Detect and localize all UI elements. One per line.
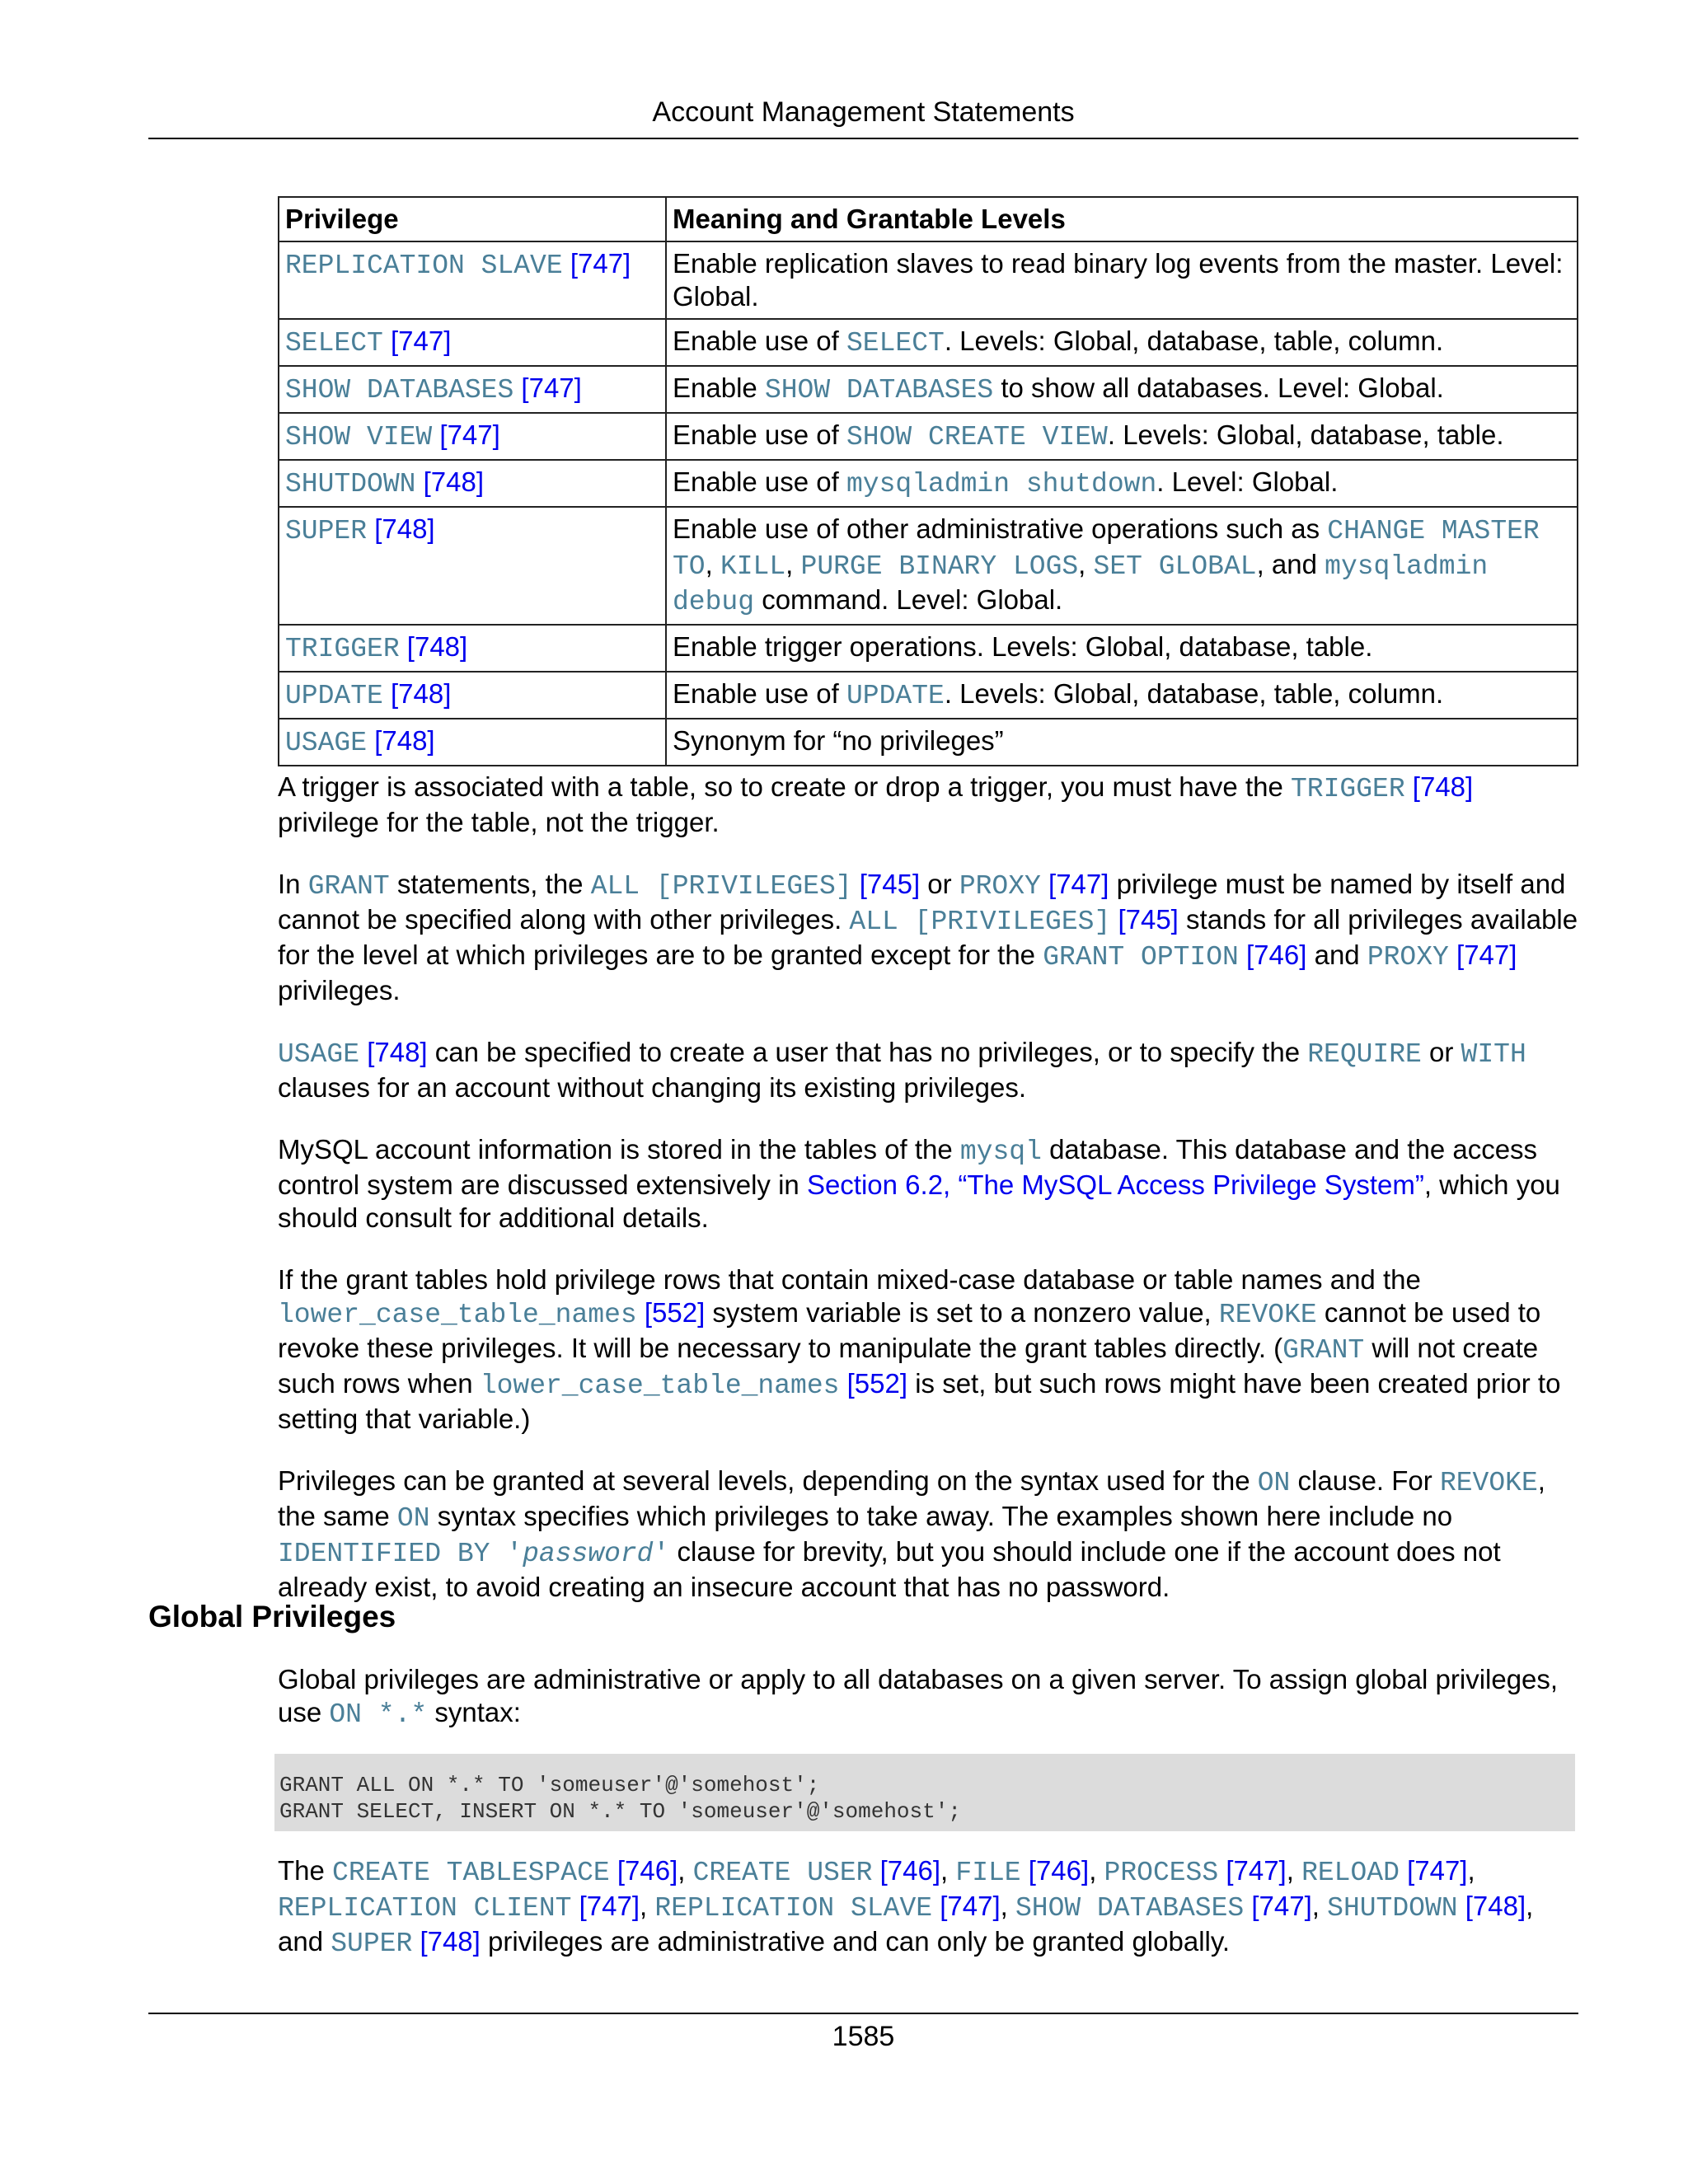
privilege-link[interactable]: TRIGGER [285, 634, 400, 664]
body-content [278, 771, 1580, 1633]
text: or [1421, 1037, 1461, 1067]
page-ref-link[interactable]: [748] [374, 725, 435, 756]
text: , which you should consult for additional details. [278, 1169, 1560, 1233]
header-title: Account Management Statements [652, 96, 1075, 128]
text: or [920, 869, 959, 899]
table-row [279, 625, 1578, 672]
text: , [1089, 1855, 1104, 1886]
meaning-cell [666, 719, 1578, 766]
desc-text: Enable replication slaves to read binary log events from the master. Level: Global. [673, 248, 1564, 312]
table-row [279, 241, 1578, 319]
text: , [1467, 1855, 1475, 1886]
desc-text: . Levels: Global, database, table. [1107, 419, 1504, 450]
page-ref-link[interactable]: [748] [367, 1037, 428, 1067]
meaning-cell [666, 625, 1578, 672]
code-link[interactable]: REVOKE [1439, 1468, 1538, 1498]
code-link[interactable]: SELECT [846, 328, 945, 359]
code-text: IDENTIFIED BY ' [278, 1539, 523, 1569]
desc-text: , [1078, 549, 1094, 579]
text: Privileges can be granted at several levels, depending on the syntax used for the [278, 1465, 1258, 1496]
page-ref-link[interactable]: [748] [1465, 1891, 1526, 1921]
text [359, 1037, 367, 1067]
code-link[interactable]: RELOAD [1301, 1858, 1400, 1888]
page-header [148, 95, 1578, 139]
page-ref-link[interactable]: [748] [374, 513, 435, 544]
text: privileges. [278, 975, 401, 1005]
privilege-table [278, 196, 1578, 766]
privilege-link[interactable]: SHOW VIEW [285, 422, 433, 452]
meaning-cell [666, 413, 1578, 460]
section-link[interactable]: Section 6.2, “The MySQL Access Privilege System” [806, 1169, 1424, 1200]
privilege-link[interactable]: REPLICATION SLAVE [285, 251, 563, 281]
text [839, 1368, 846, 1399]
code-link[interactable]: GRANT [307, 871, 390, 902]
page-ref-link[interactable]: [552] [644, 1297, 706, 1328]
text: , [940, 1855, 956, 1886]
code-line: GRANT ALL ON *.* TO 'someuser'@'somehost'; [279, 1773, 820, 1797]
text: database. This database and the access control system are discussed extensively in [278, 1134, 1538, 1200]
text: privilege must be named by itself and cannot be specified along with other privileges. [278, 869, 1566, 935]
page-ref-link[interactable]: [745] [1118, 904, 1179, 935]
code-link[interactable]: PROXY [959, 871, 1041, 902]
text: can be specified to create a user that has no privileges, or to specify the [427, 1037, 1308, 1067]
text: The [278, 1855, 333, 1886]
table-row [279, 719, 1578, 766]
text: statements, the [389, 869, 591, 899]
code-text: ON *.* [329, 1699, 428, 1730]
text [852, 869, 860, 899]
privilege-cell [279, 319, 666, 366]
code-link[interactable]: GRANT [1282, 1335, 1365, 1366]
desc-text: Enable use of [673, 466, 846, 497]
desc-text: , [705, 549, 720, 579]
text: MySQL account information is stored in the tables of the [278, 1134, 960, 1165]
text: , [1000, 1891, 1015, 1921]
text: , the same [278, 1465, 1545, 1531]
table-row [279, 366, 1578, 413]
desc-text: Enable use of [673, 326, 846, 356]
code-link[interactable]: REQUIRE [1307, 1039, 1422, 1070]
text: clauses for an account without changing its existing privileges. [278, 1072, 1026, 1103]
privilege-link[interactable]: USAGE [285, 728, 368, 758]
column-header: Meaning and Grantable Levels [666, 197, 1578, 241]
table-row [279, 507, 1578, 625]
paragraph-global-intro [278, 1663, 1580, 1732]
text [1458, 1891, 1465, 1921]
paragraph-grant [278, 868, 1580, 1007]
meaning-cell [666, 366, 1578, 413]
code-link[interactable]: ALL [PRIVILEGES] [590, 871, 852, 902]
desc-text: . Levels: Global, database, table, column. [944, 326, 1444, 356]
paragraph-usage [278, 1036, 1580, 1104]
global-intro [278, 1663, 1580, 1732]
desc-text: , and [1256, 549, 1325, 579]
code-link[interactable]: mysqladmin shutdown [846, 469, 1157, 499]
code-link[interactable]: SHUTDOWN [1327, 1893, 1458, 1924]
text: A trigger is associated with a table, so to create or drop a trigger, you must have the [278, 771, 1291, 802]
code-link[interactable]: SHOW CREATE VIEW [846, 422, 1108, 452]
desc-text: Synonym for “no privileges” [673, 725, 1004, 756]
meaning-cell [666, 507, 1578, 625]
code-link[interactable]: WITH [1461, 1039, 1526, 1070]
text: Global privileges are administrative or apply to all databases on a given server. To assign global privileges, use [278, 1664, 1559, 1727]
page-ref-link[interactable]: [748] [391, 678, 452, 709]
desc-text: Enable [673, 373, 765, 403]
code-link[interactable]: SET GLOBAL [1093, 551, 1257, 582]
text [637, 1297, 645, 1328]
column-header: Privilege [279, 197, 666, 241]
text: is set, but such rows might have been created prior to setting that variable.) [278, 1368, 1561, 1434]
desc-text: . Levels: Global, database, table, column. [944, 678, 1444, 709]
text [1449, 940, 1456, 970]
code-link[interactable]: USAGE [278, 1039, 360, 1070]
privilege-cell [279, 460, 666, 507]
code-link[interactable]: TRIGGER [1291, 774, 1405, 804]
text: and [1306, 940, 1367, 970]
text: clause. For [1290, 1465, 1440, 1496]
desc-text: Enable use of [673, 678, 846, 709]
text: If the grant tables hold privilege rows that contain mixed-case database or table names and the [278, 1264, 1421, 1295]
desc-text: , [785, 549, 801, 579]
text [1021, 1855, 1029, 1886]
code-link[interactable]: lower_case_table_names [278, 1300, 637, 1330]
privilege-link[interactable]: SHUTDOWN [285, 469, 416, 499]
code-link[interactable]: lower_case_table_names [480, 1371, 840, 1401]
privilege-link[interactable]: SHOW DATABASES [285, 375, 514, 405]
code-link[interactable]: ON [1257, 1468, 1291, 1498]
code-link[interactable]: UPDATE [846, 681, 945, 711]
paragraph-mysql-db [278, 1133, 1580, 1235]
page-ref-link[interactable]: [747] [439, 419, 500, 450]
page-ref-link[interactable]: [747] [521, 373, 582, 403]
text: , and [278, 1891, 1534, 1957]
code-link[interactable]: mysql [959, 1137, 1042, 1167]
page-ref-link[interactable]: [747] [391, 326, 452, 356]
text [1244, 1891, 1251, 1921]
code-example [274, 1754, 1575, 1831]
code-link[interactable]: FILE [955, 1858, 1021, 1888]
page-ref-link[interactable]: [745] [859, 869, 921, 899]
desc-text: Enable use of [673, 419, 846, 450]
table-row [279, 460, 1578, 507]
page-ref-link[interactable]: [552] [846, 1368, 908, 1399]
page-ref-link[interactable]: [748] [423, 466, 485, 497]
text: In [278, 869, 308, 899]
text [571, 1891, 579, 1921]
table-row [279, 413, 1578, 460]
text [1218, 1855, 1226, 1886]
code-link[interactable]: REPLICATION SLAVE [654, 1893, 933, 1924]
code-link[interactable]: KILL [720, 551, 786, 582]
page-ref-link[interactable]: [746] [1028, 1855, 1090, 1886]
text [610, 1855, 617, 1886]
page-ref-link[interactable]: [747] [1251, 1891, 1312, 1921]
code-link[interactable]: SHOW DATABASES [1015, 1893, 1245, 1924]
text: system variable is set to a nonzero value, [705, 1297, 1219, 1328]
code-link[interactable]: REVOKE [1218, 1300, 1317, 1330]
privilege-cell [279, 241, 666, 319]
text: privileges are administrative and can only be granted globally. [480, 1926, 1231, 1957]
page-ref-link[interactable]: [746] [617, 1855, 678, 1886]
code-text-italic: password [523, 1539, 654, 1569]
text [1239, 940, 1246, 970]
paragraph-levels [278, 1465, 1580, 1604]
text: , [1311, 1891, 1328, 1921]
code-link[interactable]: SUPER [331, 1929, 413, 1959]
desc-text: . Level: Global. [1156, 466, 1339, 497]
page-ref-link[interactable]: [748] [420, 1926, 481, 1957]
code-link[interactable]: ALL [PRIVILEGES] [849, 907, 1111, 937]
code-link[interactable]: REPLICATION CLIENT [278, 1893, 572, 1924]
section-heading: Global Privileges [148, 1600, 396, 1633]
privilege-cell [279, 672, 666, 719]
text: cannot be used to revoke these privileges. It will be necessary to manipulate the grant tables directly. ( [278, 1297, 1541, 1363]
page-ref-link[interactable]: [747] [1407, 1855, 1468, 1886]
table-header-row [279, 197, 1578, 241]
code-link[interactable]: PROXY [1367, 942, 1449, 972]
meaning-cell [666, 241, 1578, 319]
text [872, 1855, 879, 1886]
privilege-cell [279, 366, 666, 413]
page-ref-link[interactable]: [746] [879, 1855, 941, 1886]
code-link[interactable]: ON [396, 1503, 430, 1534]
code-link[interactable]: SHOW DATABASES [764, 375, 994, 405]
text: will not create such rows when [278, 1333, 1539, 1399]
privilege-cell [279, 625, 666, 672]
meaning-cell [666, 672, 1578, 719]
text: syntax specifies which privileges to take away. The examples shown here include no [429, 1501, 1453, 1531]
code-line: GRANT SELECT, INSERT ON *.* TO 'someuser'@'somehost'; [279, 1799, 961, 1824]
code-link[interactable]: GRANT OPTION [1043, 942, 1239, 972]
page-ref-link[interactable]: [747] [570, 248, 631, 279]
page-ref-link[interactable]: [748] [1412, 771, 1474, 802]
page-ref-link[interactable]: [747] [940, 1891, 1001, 1921]
table-row [279, 672, 1578, 719]
page-ref-link[interactable]: [747] [1048, 869, 1109, 899]
code-link[interactable]: mysqladmin debug [673, 551, 1489, 617]
text: clause for brevity, but you should include one if the account does not already exist, to avoid creating an insecure account that has no password. [278, 1536, 1501, 1602]
text [1400, 1855, 1407, 1886]
text [1041, 869, 1048, 899]
text: privilege for the table, not the trigger. [278, 807, 720, 837]
text [1405, 771, 1413, 802]
code-link[interactable]: PROCESS [1104, 1858, 1219, 1888]
paragraph-admin-privileges [278, 1854, 1580, 1961]
privilege-cell [279, 507, 666, 625]
page-footer [148, 2013, 1578, 2054]
privilege-link[interactable]: SELECT [285, 328, 383, 359]
text: syntax: [427, 1697, 521, 1727]
desc-text: command. Level: Global. [754, 584, 1063, 615]
page-ref-link[interactable]: [747] [1226, 1855, 1287, 1886]
text: , [678, 1855, 693, 1886]
table-row [279, 319, 1578, 366]
meaning-cell [666, 319, 1578, 366]
text: , [1286, 1855, 1302, 1886]
privilege-cell [279, 413, 666, 460]
page-ref-link[interactable]: [746] [1246, 940, 1307, 970]
text: , [640, 1891, 655, 1921]
page-ref-link[interactable]: [748] [406, 631, 468, 662]
desc-text: Enable use of other administrative operations such as [673, 513, 1328, 544]
code-text: ' [653, 1539, 670, 1569]
page-ref-link[interactable]: [747] [579, 1891, 640, 1921]
code-link[interactable]: CHANGE MASTER TO [673, 516, 1540, 582]
privilege-cell [279, 719, 666, 766]
paragraph-mixed-case [278, 1263, 1580, 1436]
text [932, 1891, 940, 1921]
privilege-link[interactable]: SUPER [285, 516, 368, 546]
code-link[interactable]: PURGE BINARY LOGS [800, 551, 1079, 582]
paragraph-trigger [278, 771, 1580, 839]
code-link[interactable]: CREATE TABLESPACE [332, 1858, 610, 1888]
privilege-link[interactable]: UPDATE [285, 681, 383, 711]
page-number: 1585 [832, 2021, 895, 2052]
page-ref-link[interactable]: [747] [1456, 940, 1517, 970]
meaning-cell [666, 460, 1578, 507]
code-link[interactable]: CREATE USER [692, 1858, 873, 1888]
desc-text: Enable trigger operations. Levels: Global, database, table. [673, 631, 1373, 662]
text: stands for all privileges available for the level at which privileges are to be granted except for the [278, 904, 1578, 970]
desc-text: to show all databases. Level: Global. [993, 373, 1444, 403]
